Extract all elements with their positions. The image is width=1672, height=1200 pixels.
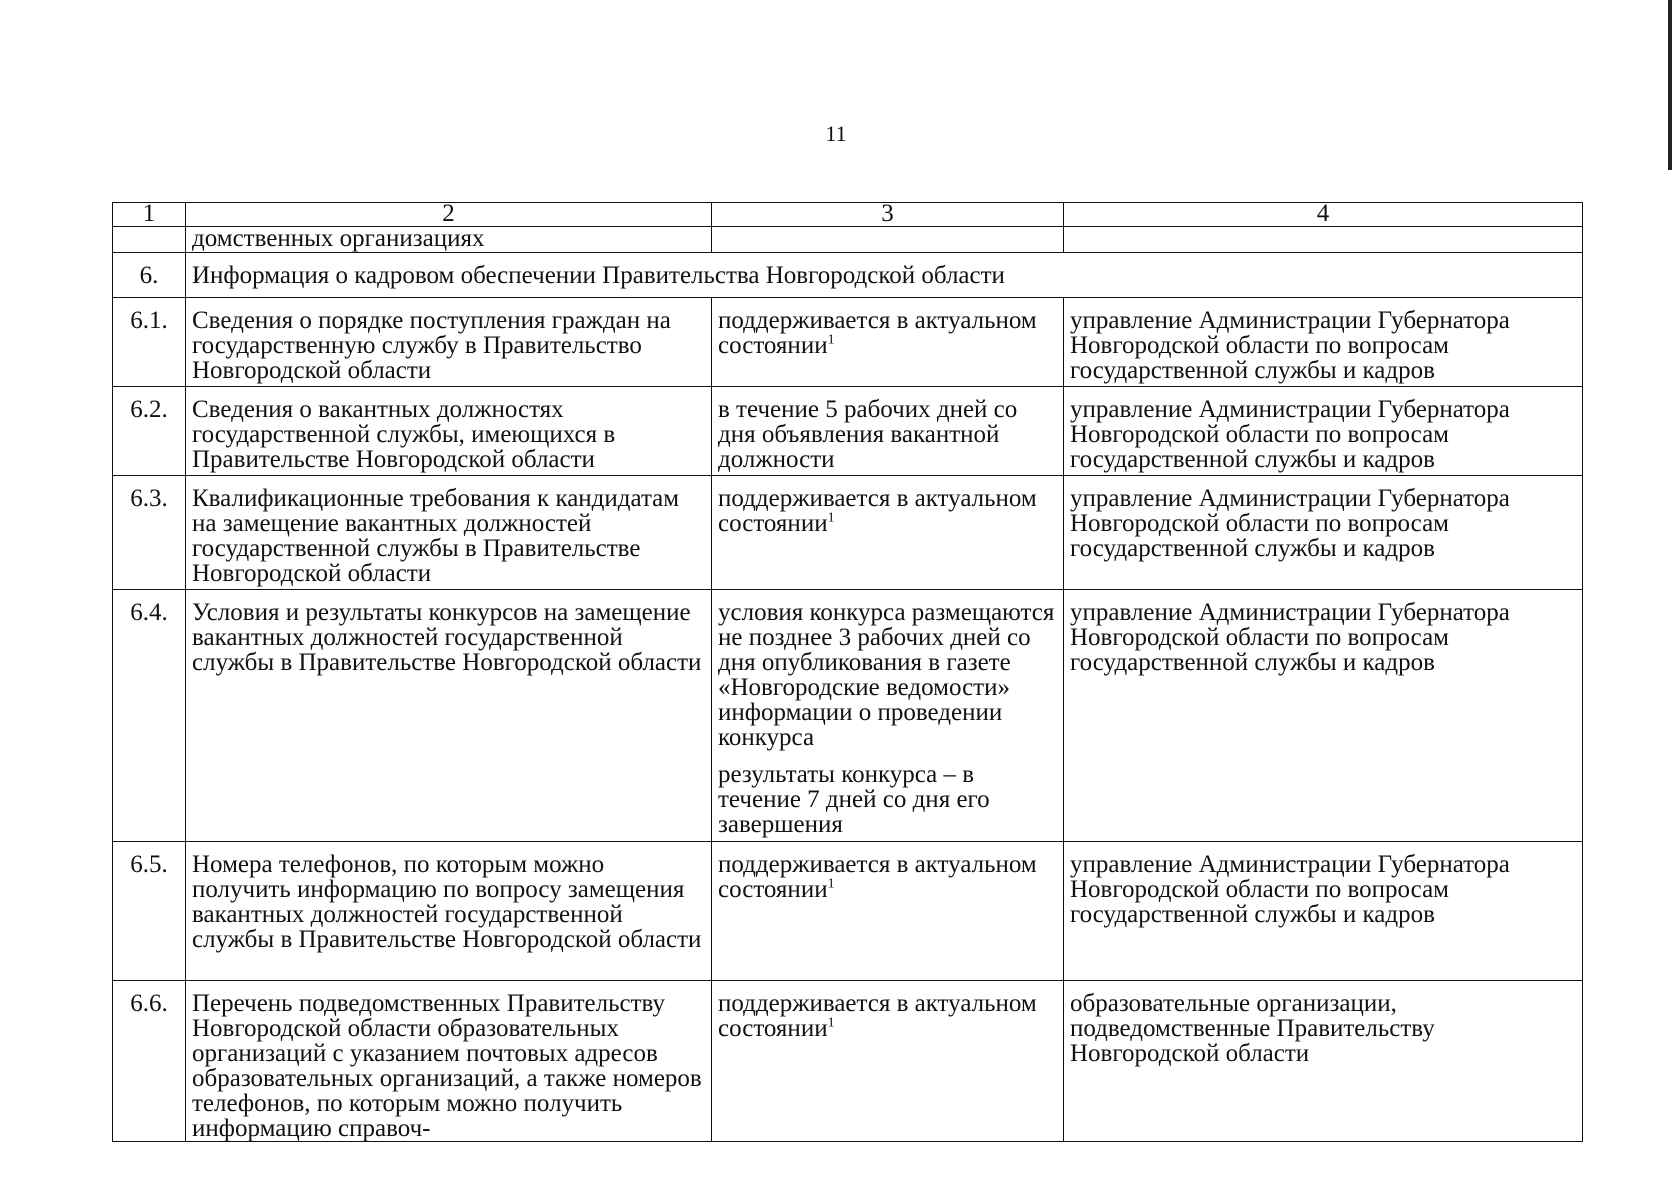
- information-table: [112, 202, 1583, 1142]
- row-info: Номера телефонов, по которым можно получить информацию по вопросу замещения вакантных должностей государственной службы в Правительстве Новгородской области: [186, 842, 712, 981]
- row-period: в течение 5 рабочих дней со дня объявления вакантной должности: [712, 387, 1064, 476]
- column-number-2: 2: [186, 203, 712, 227]
- period-conditions: условия конкурса размещаются не позднее 3 рабочих дней со дня опубликования в газете «Новгородские ведомости» информации о проведении конкурса: [718, 599, 1055, 751]
- row-period: [712, 842, 1064, 981]
- continuation-responsible-cell: [1064, 227, 1583, 253]
- scan-edge-mark: [1668, 0, 1672, 170]
- section-number: 6.: [113, 253, 186, 298]
- column-number-1: 1: [113, 203, 186, 227]
- section-row: [113, 253, 1583, 298]
- footnote-mark: 1: [827, 332, 835, 348]
- column-number-row: [113, 203, 1583, 227]
- row-info: Сведения о порядке поступления граждан на государственную службу в Правительство Новгородской области: [186, 298, 712, 387]
- row-info: Квалификационные требования к кандидатам на замещение вакантных должностей государственной службы в Правительстве Новгородской области: [186, 476, 712, 590]
- period-results: результаты конкурса – в течение 7 дней со дня его завершения: [718, 761, 990, 838]
- row-number: 6.2.: [113, 387, 186, 476]
- table-row: [113, 298, 1583, 387]
- table-row: [113, 387, 1583, 476]
- row-responsible: управление Администрации Губернатора Новгородской области по вопросам государственной службы и кадров: [1064, 842, 1583, 981]
- row-number: 6.4.: [113, 590, 186, 842]
- period-text: поддерживается в актуальном состоянии: [718, 307, 1037, 359]
- column-number-4: 4: [1064, 203, 1583, 227]
- row-number: 6.1.: [113, 298, 186, 387]
- continuation-number-cell: [113, 227, 186, 253]
- row-info: Перечень подведомственных Правительству Новгородской области образовательных организаций с указанием почтовых адресов образовательных организаций, а также номеров телефонов, по которым можно получить информацию справоч-: [186, 981, 712, 1142]
- row-responsible: образовательные организации, подведомственные Правительству Новгородской области: [1064, 981, 1583, 1142]
- table-row: [113, 590, 1583, 842]
- section-title: Информация о кадровом обеспечении Правительства Новгородской области: [186, 253, 1583, 298]
- continuation-text: домственных организациях: [186, 227, 712, 253]
- row-responsible: управление Администрации Губернатора Новгородской области по вопросам государственной службы и кадров: [1064, 590, 1583, 842]
- table-row: [113, 981, 1583, 1142]
- row-responsible: управление Администрации Губернатора Новгородской области по вопросам государственной службы и кадров: [1064, 476, 1583, 590]
- period-text: поддерживается в актуальном состоянии: [718, 485, 1037, 537]
- continuation-row: [113, 227, 1583, 253]
- column-number-3: 3: [712, 203, 1064, 227]
- footnote-mark: 1: [827, 510, 835, 526]
- continuation-period-cell: [712, 227, 1064, 253]
- page-number: 11: [825, 121, 847, 146]
- footnote-mark: 1: [827, 876, 835, 892]
- row-period: [712, 590, 1064, 842]
- row-number: 6.5.: [113, 842, 186, 981]
- row-info: Сведения о вакантных должностях государственной службы, имеющихся в Правительстве Новгородской области: [186, 387, 712, 476]
- row-period: [712, 298, 1064, 387]
- period-text: поддерживается в актуальном состоянии: [718, 990, 1037, 1042]
- row-number: 6.6.: [113, 981, 186, 1142]
- row-period: [712, 476, 1064, 590]
- table-row: [113, 842, 1583, 981]
- row-period: [712, 981, 1064, 1142]
- row-responsible: управление Администрации Губернатора Новгородской области по вопросам государственной службы и кадров: [1064, 387, 1583, 476]
- period-text: поддерживается в актуальном состоянии: [718, 851, 1037, 903]
- footnote-mark: 1: [827, 1015, 835, 1031]
- table-row: [113, 476, 1583, 590]
- row-responsible: управление Администрации Губернатора Новгородской области по вопросам государственной службы и кадров: [1064, 298, 1583, 387]
- row-info: Условия и результаты конкурсов на замещение вакантных должностей государственной службы в Правительстве Новгородской области: [186, 590, 712, 842]
- row-number: 6.3.: [113, 476, 186, 590]
